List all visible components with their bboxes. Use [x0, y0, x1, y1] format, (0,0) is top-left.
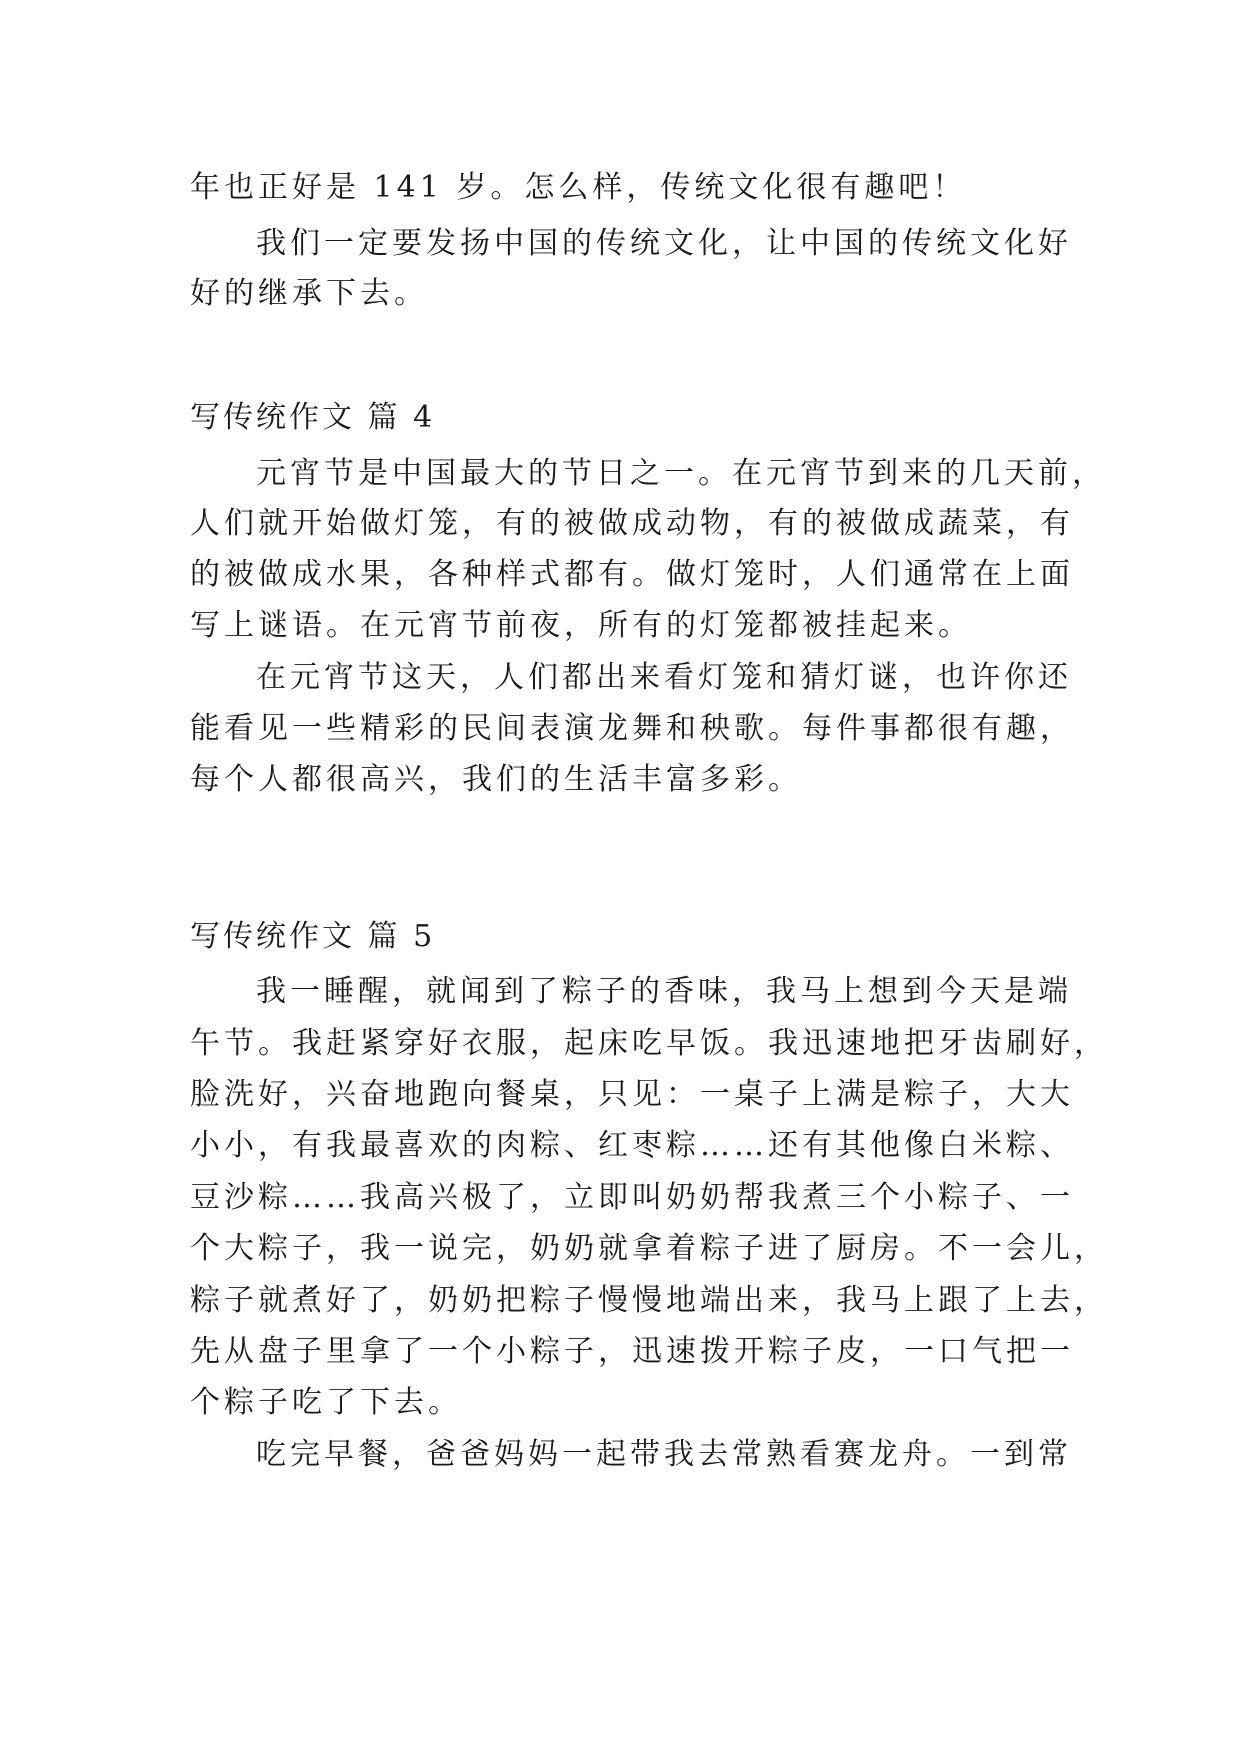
paragraph-line: 午节。我赶紧穿好衣服，起床吃早饭。我迅速地把牙齿刷好，: [190, 1026, 1108, 1061]
paragraph-line: 的被做成水果，各种样式都有。做灯笼时，人们通常在上面: [190, 557, 1074, 592]
paragraph-line: 先从盘子里拿了一个小粽子，迅速拨开粽子皮，一口气把一: [190, 1334, 1074, 1369]
paragraph-line: 写上谜语。在元宵节前夜，所有的灯笼都被挂起来。: [190, 608, 972, 643]
paragraph-line: 个大粽子，我一说完，奶奶就拿着粽子进了厨房。不一会儿，: [190, 1231, 1108, 1266]
paragraph-line: 脸洗好，兴奋地跑向餐桌，只见：一桌子上满是粽子，大大: [190, 1077, 1074, 1112]
paragraph-line: 吃完早餐，爸爸妈妈一起带我去常熟看赛龙舟。一到常: [256, 1437, 1072, 1472]
paragraph-line: 粽子就煮好了，奶奶把粽子慢慢地端出来，我马上跟了上去，: [190, 1283, 1108, 1318]
paragraph-line: 人们就开始做灯笼，有的被做成动物，有的被做成蔬菜，有: [190, 506, 1074, 541]
paragraph-line: 好的继承下去。: [190, 276, 428, 311]
paragraph-line: 我一睡醒，就闻到了粽子的香味，我马上想到今天是端: [256, 974, 1072, 1009]
section-heading: 写传统作文 篇 5: [190, 919, 436, 954]
paragraph-line: 年也正好是 141 岁。怎么样，传统文化很有趣吧！: [190, 170, 967, 205]
paragraph-line: 能看见一些精彩的民间表演龙舞和秧歌。每件事都很有趣，: [190, 711, 1074, 746]
paragraph-line: 我们一定要发扬中国的传统文化，让中国的传统文化好: [256, 226, 1072, 261]
paragraph-line: 豆沙粽……我高兴极了，立即叫奶奶帮我煮三个小粽子、一: [190, 1180, 1074, 1215]
paragraph-line: 在元宵节这天，人们都出来看灯笼和猜灯谜，也许你还: [256, 660, 1072, 695]
paragraph-line: 小小，有我最喜欢的肉粽、红枣粽……还有其他像白米粽、: [190, 1128, 1074, 1163]
paragraph-line: 元宵节是中国最大的节日之一。在元宵节到来的几天前，: [256, 456, 1106, 491]
section-heading: 写传统作文 篇 4: [190, 400, 436, 435]
paragraph-line: 个粽子吃了下去。: [190, 1385, 462, 1420]
paragraph-line: 每个人都很高兴，我们的生活丰富多彩。: [190, 762, 802, 797]
